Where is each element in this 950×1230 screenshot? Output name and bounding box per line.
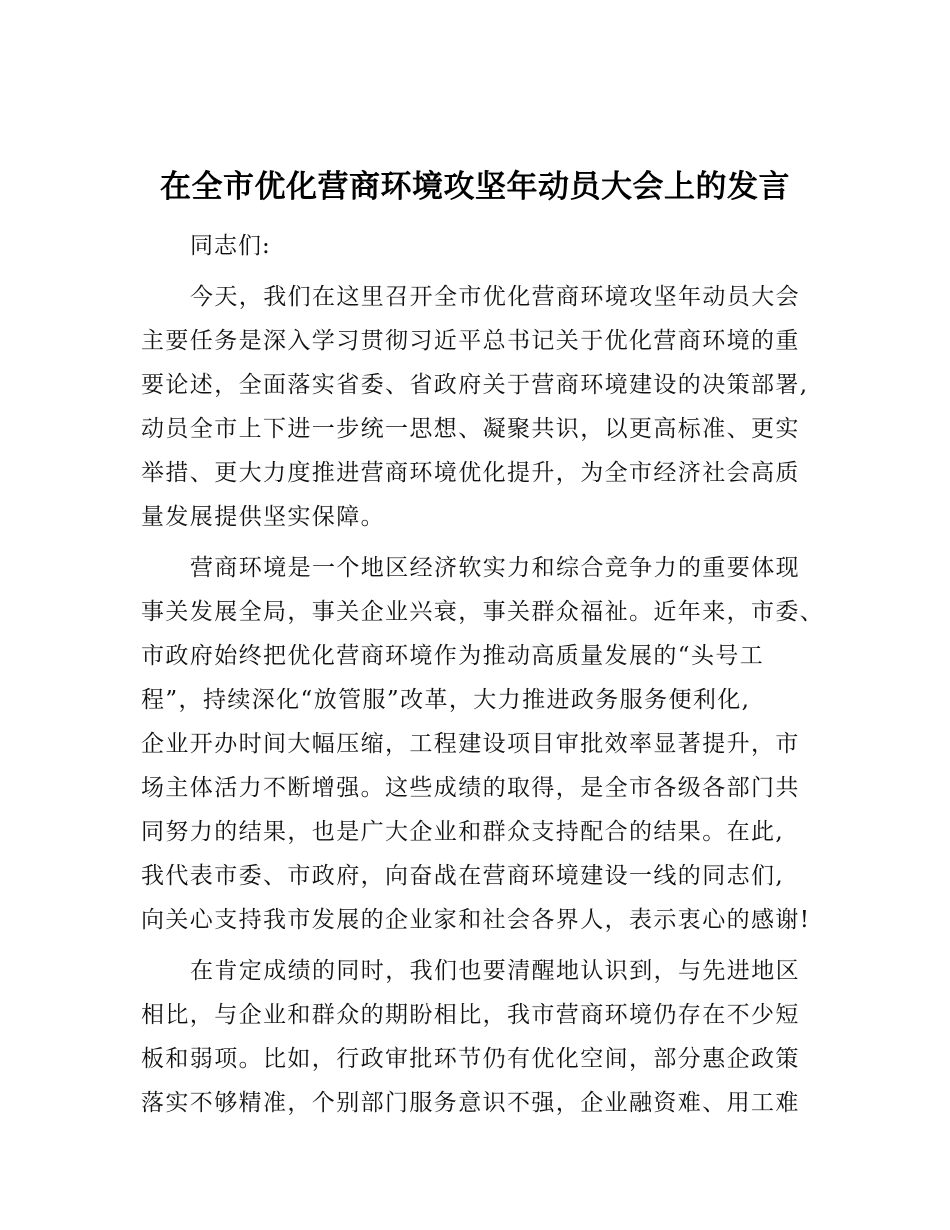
document-title: 在全市优化营商环境攻坚年动员大会上的发言 [160,169,790,205]
text-line: 场主体活力不断增强。这些成绩的取得，是全市各级各部门共 [141,775,800,801]
text-line: 向关心支持我市发展的企业家和社会各界人，表示衷心的感谢! [141,907,811,933]
text-line: 我代表市委、市政府，向奋战在营商环境建设一线的同志们, [141,863,785,889]
text-line: 事关发展全局，事关企业兴衰，事关群众福祉。近年来，市委、 [141,599,825,625]
paragraph-2 [141,546,825,942]
paragraph-3 [141,949,821,1125]
text-line: 市政府始终把优化营商环境作为推动高质量发展的“头号工 [141,643,765,669]
text-line: 落实不够精准，个别部门服务意识不强，企业融资难、用工难 [141,1090,800,1116]
text-line: 量发展提供坚实保障。 [141,504,385,530]
text-line: 程”，持续深化“放管服”改革，大力推进政务服务便利化, [141,687,751,713]
text-line: 在肯定成绩的同时，我们也要清醒地认识到，与先进地区 [190,958,800,984]
text-line: 营商环境是一个地区经济软实力和综合竞争力的重要体现 [190,555,800,581]
text-line: 企业开办时间大幅压缩，工程建设项目审批效率显著提升，市 [141,731,800,757]
text-line: 相比，与企业和群众的期盼相比，我市营商环境仍存在不少短 [141,1002,800,1028]
text-line: 同努力的结果，也是广大企业和群众支持配合的结果。在此, [141,819,785,845]
text-line: 举措、更大力度推进营商环境优化提升，为全市经济社会高质 [141,460,800,486]
text-line: 主要任务是深入学习贯彻习近平总书记关于优化营商环境的重 [141,328,800,354]
text-line: 动员全市上下进一步统一思想、凝聚共识，以更高标准、更实 [141,416,800,442]
paragraph-1 [141,275,821,539]
text-line: 今天，我们在这里召开全市优化营商环境攻坚年动员大会 [190,284,800,310]
text-line: 要论述，全面落实省委、省政府关于营商环境建设的决策部署, [141,372,809,398]
text-line: 板和弱项。比如，行政审批环节仍有优化空间，部分惠企政策 [141,1046,800,1072]
salutation: 同志们: [190,233,271,259]
